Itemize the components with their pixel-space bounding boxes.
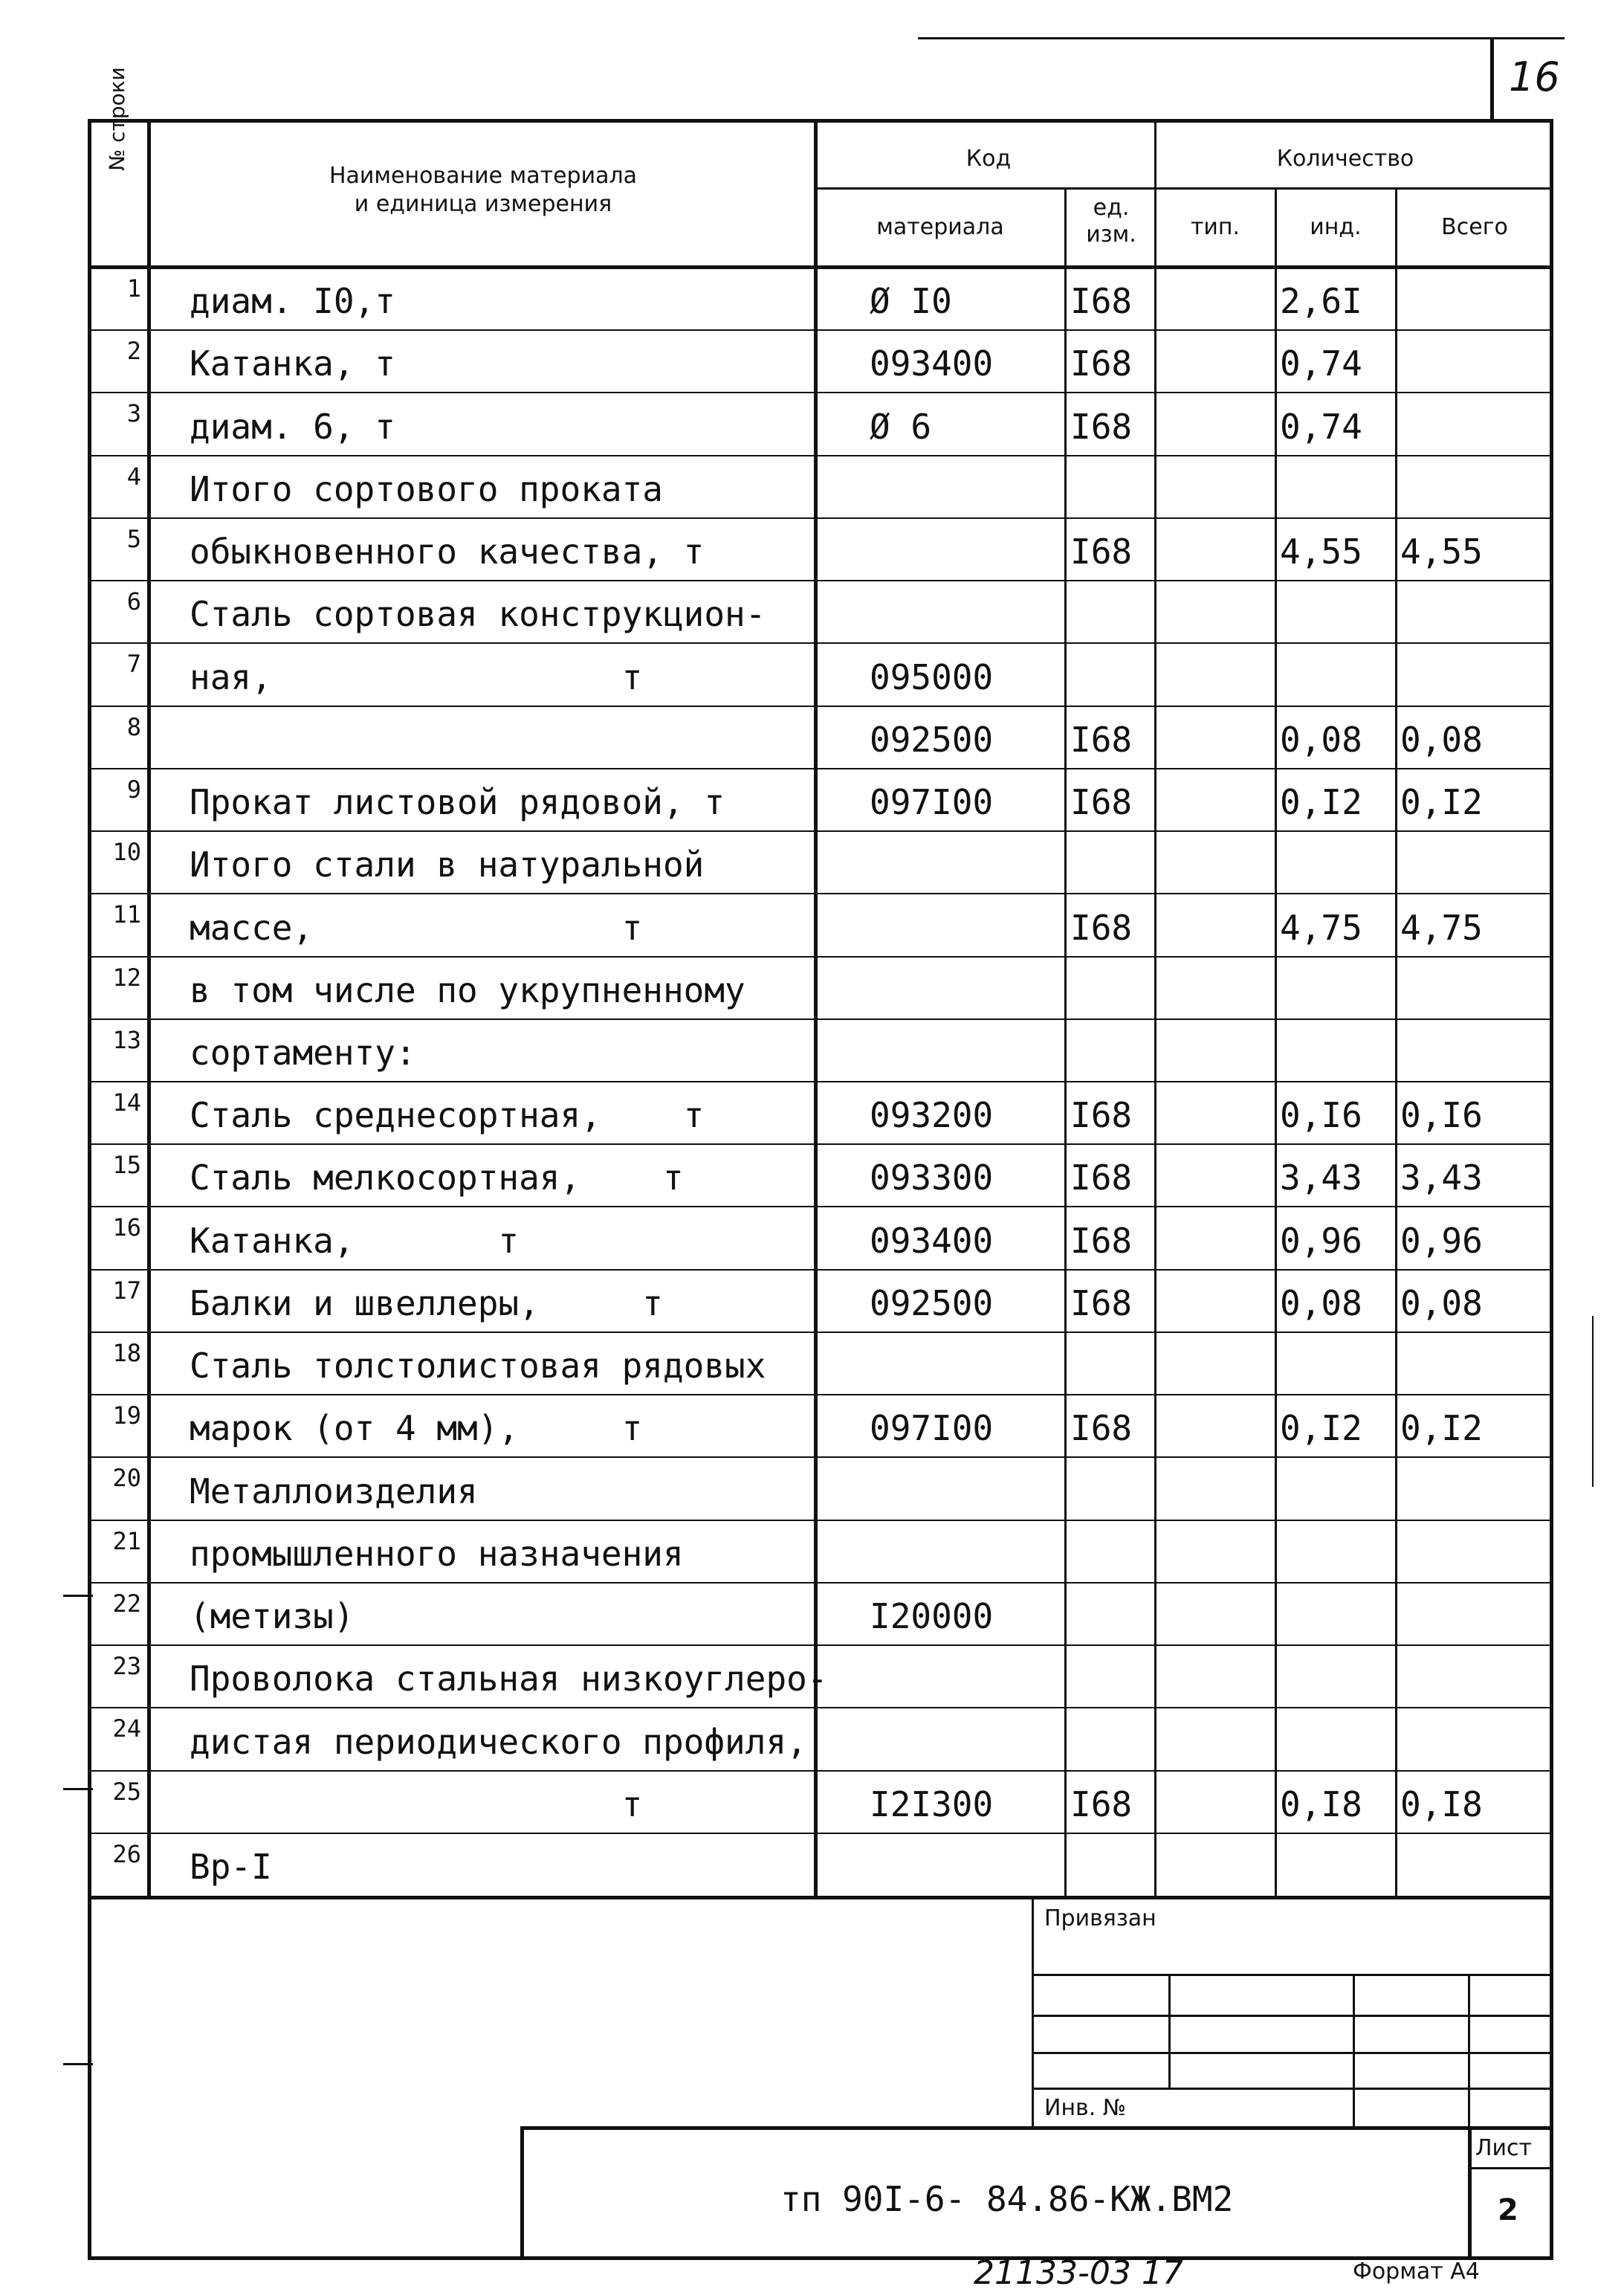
cell-name: промышленного назначения — [190, 1533, 684, 1574]
stamp-line-3 — [1032, 2052, 1552, 2054]
cell-unit: I68 — [1070, 406, 1133, 447]
row-separator — [89, 1770, 1551, 1772]
cell-name: Сталь толстолистовая рядовых — [190, 1346, 766, 1387]
row-number: 20 — [112, 1464, 141, 1493]
cell-name: дистая периодического профиля, — [190, 1721, 807, 1762]
row-number: 10 — [112, 838, 141, 867]
cell-name: в том числе по укрупненному — [190, 969, 745, 1010]
cell-name: диам. 6, т — [190, 406, 395, 447]
cell-code: Ø 6 — [870, 406, 932, 447]
row-separator — [89, 956, 1551, 958]
header-unit: ед. изм. — [1086, 195, 1136, 248]
row-number: 24 — [112, 1714, 141, 1743]
cell-code: 092500 — [870, 719, 994, 760]
cell-unit: I68 — [1070, 1158, 1133, 1198]
cell-total: 0,08 — [1400, 1282, 1483, 1323]
header-material-code: материала — [876, 214, 1004, 240]
row-separator — [89, 1582, 1551, 1584]
col-line-typ — [1275, 187, 1277, 1897]
stamp-attached-label: Привязан — [1044, 1905, 1156, 1931]
cell-name: сортаменту: — [190, 1033, 416, 1073]
margin-tick — [63, 1595, 93, 1597]
row-number: 19 — [112, 1401, 141, 1430]
stamp-vline-c — [1468, 1974, 1470, 2126]
row-separator — [89, 1019, 1551, 1020]
row-separator — [89, 1394, 1551, 1395]
row-separator — [89, 1456, 1551, 1458]
margin-tick — [63, 1788, 93, 1790]
title-block-sheet-border — [1468, 2126, 1472, 2260]
title-block-left — [520, 2126, 524, 2260]
cell-total: 4,75 — [1400, 907, 1483, 948]
header-code: Код — [965, 146, 1012, 172]
header-row-number: № строки — [105, 67, 129, 171]
header-total: Всего — [1441, 214, 1508, 240]
row-number: 18 — [112, 1338, 141, 1367]
row-separator — [89, 893, 1551, 894]
cell-code: 093400 — [870, 1220, 994, 1261]
row-number: 9 — [126, 775, 141, 804]
page-mark-border — [1490, 37, 1494, 119]
cell-name: Сталь мелкосортная, т — [190, 1158, 684, 1198]
cell-ind: 0,I2 — [1280, 782, 1362, 823]
format-label: Формат А4 — [1353, 2259, 1480, 2285]
page-number-mark: 16 — [1509, 54, 1560, 100]
frame-bottom-border — [88, 2256, 1553, 2260]
row-separator — [89, 1081, 1551, 1082]
row-separator — [89, 1143, 1551, 1145]
row-separator — [89, 642, 1551, 644]
header-material-name: Наименование материала и единица измерения — [329, 163, 638, 217]
row-separator — [89, 1707, 1551, 1708]
row-separator — [89, 706, 1551, 707]
cell-total: 0,08 — [1400, 719, 1483, 760]
cell-unit: I68 — [1070, 719, 1133, 760]
row-number: 12 — [112, 963, 141, 992]
cell-name: диам. I0,т — [190, 281, 395, 322]
row-separator — [89, 1331, 1551, 1333]
cell-code: 097I00 — [870, 782, 994, 823]
top-rule — [918, 37, 1565, 39]
cell-code: 093400 — [870, 343, 994, 384]
header-ind: инд. — [1310, 214, 1362, 240]
row-number: 21 — [112, 1526, 141, 1555]
cell-name: Катанка, т — [190, 1220, 520, 1261]
cell-unit: I68 — [1070, 907, 1133, 948]
cell-code: 095000 — [870, 656, 994, 697]
row-separator — [89, 830, 1551, 832]
col-line-material — [1064, 187, 1067, 1897]
frame-left-border — [88, 119, 91, 2260]
table-top-border — [88, 119, 1553, 123]
cell-unit: I68 — [1070, 343, 1133, 384]
cell-code: 097I00 — [870, 1408, 994, 1449]
row-separator — [89, 768, 1551, 769]
cell-name: Металлоизделия — [190, 1471, 478, 1511]
row-separator — [89, 1520, 1551, 1521]
cell-ind: 0,96 — [1280, 1220, 1362, 1261]
cell-unit: I68 — [1070, 1095, 1133, 1136]
sheet-label: Лист — [1475, 2135, 1533, 2161]
row-number: 8 — [126, 712, 141, 741]
cell-ind: 4,55 — [1280, 532, 1362, 572]
col-line-ind — [1395, 187, 1397, 1897]
cell-unit: I68 — [1070, 1783, 1133, 1824]
cell-total: 0,I2 — [1400, 1408, 1483, 1449]
row-separator — [89, 1644, 1551, 1646]
cell-code: 093300 — [870, 1158, 994, 1198]
cell-unit: I68 — [1070, 1220, 1133, 1261]
cell-ind: 0,74 — [1280, 406, 1362, 447]
cell-name: (метизы) — [190, 1596, 355, 1637]
row-separator — [89, 455, 1551, 456]
margin-mark — [1592, 1316, 1594, 1487]
handwritten-note: 21133-03 17 — [974, 2254, 1183, 2292]
sheet-number: 2 — [1498, 2193, 1518, 2227]
cell-ind: 0,74 — [1280, 343, 1362, 384]
row-number: 6 — [126, 587, 141, 616]
cell-name: массе, т — [190, 907, 643, 948]
row-number: 16 — [112, 1213, 141, 1242]
row-number: 3 — [126, 399, 141, 428]
cell-unit: I68 — [1070, 532, 1133, 572]
margin-tick — [63, 2063, 93, 2065]
header-bottom-line — [88, 265, 1553, 269]
row-separator — [89, 1269, 1551, 1271]
header-mid-line — [814, 187, 1551, 190]
cell-name: Сталь сортовая конструкцион- — [190, 594, 766, 635]
cell-unit: I68 — [1070, 1408, 1133, 1449]
row-number: 7 — [126, 650, 141, 679]
cell-ind: 0,08 — [1280, 719, 1362, 760]
row-separator — [89, 1206, 1551, 1207]
stamp-top-line — [88, 1896, 1553, 1899]
row-number: 23 — [112, 1652, 141, 1681]
cell-total: 0,I6 — [1400, 1095, 1483, 1136]
row-number: 4 — [126, 462, 141, 491]
row-separator — [89, 517, 1551, 519]
cell-total: 0,I2 — [1400, 782, 1483, 823]
stamp-vline-b — [1353, 1974, 1355, 2126]
col-line-unit — [1154, 119, 1156, 1897]
cell-name: Проволока стальная низкоуглеро- — [190, 1659, 828, 1699]
cell-ind: 0,I2 — [1280, 1408, 1362, 1449]
row-number: 14 — [112, 1088, 141, 1117]
sheet-label-line — [1468, 2167, 1551, 2169]
cell-code: I2I300 — [870, 1783, 994, 1824]
row-number: 13 — [112, 1025, 141, 1054]
cell-ind: 4,75 — [1280, 907, 1362, 948]
cell-code: Ø I0 — [870, 281, 952, 322]
cell-unit: I68 — [1070, 1282, 1133, 1323]
row-number: 22 — [112, 1589, 141, 1618]
cell-total: 3,43 — [1400, 1158, 1483, 1198]
row-number: 15 — [112, 1151, 141, 1180]
cell-name: Катанка, т — [190, 343, 395, 384]
cell-name: обыкновенного качества, т — [190, 532, 705, 572]
cell-ind: 3,43 — [1280, 1158, 1362, 1198]
frame-right-border — [1550, 119, 1553, 2260]
document-designation: тп 90I-6- 84.86-КЖ.ВМ2 — [780, 2179, 1234, 2219]
cell-name: Итого сортового проката — [190, 468, 663, 509]
cell-name: Итого стали в натуральной — [190, 845, 705, 885]
row-number: 5 — [126, 524, 141, 553]
row-separator — [89, 392, 1551, 393]
header-quantity: Количество — [1276, 146, 1414, 172]
stamp-line-1 — [1032, 1974, 1552, 1976]
row-number: 26 — [112, 1839, 141, 1868]
cell-name: Балки и швеллеры, т — [190, 1282, 663, 1323]
stamp-vline-a — [1168, 1974, 1171, 2088]
stamp-line-2 — [1032, 2015, 1552, 2017]
cell-code: I20000 — [870, 1596, 994, 1637]
row-separator — [89, 329, 1551, 331]
row-separator — [89, 1833, 1551, 1834]
stamp-inv-label: Инв. № — [1044, 2095, 1127, 2121]
cell-code: 093200 — [870, 1095, 994, 1136]
cell-name: Прокат листовой рядовой, т — [190, 782, 725, 823]
col-line-name — [814, 119, 818, 1897]
cell-name: Сталь среднесортная, т — [190, 1095, 705, 1136]
stamp-line-4 — [1032, 2088, 1552, 2090]
cell-name: марок (от 4 мм), т — [190, 1408, 643, 1449]
cell-code: 092500 — [870, 1282, 994, 1323]
cell-name: ная, т — [190, 656, 643, 697]
cell-ind: 2,6I — [1280, 281, 1362, 322]
row-separator — [89, 580, 1551, 581]
row-number: 11 — [112, 900, 141, 929]
header-typ: тип. — [1190, 214, 1240, 240]
cell-name: т — [190, 1783, 643, 1824]
cell-unit: I68 — [1070, 782, 1133, 823]
cell-ind: 0,I8 — [1280, 1783, 1362, 1824]
cell-total: 0,96 — [1400, 1220, 1483, 1261]
cell-name: Вр-I — [190, 1847, 272, 1887]
row-number: 25 — [112, 1777, 141, 1806]
cell-ind: 0,08 — [1280, 1282, 1362, 1323]
cell-ind: 0,I6 — [1280, 1095, 1362, 1136]
stamp-left-line — [1032, 1896, 1034, 2126]
row-number: 17 — [112, 1276, 141, 1305]
cell-total: 0,I8 — [1400, 1783, 1483, 1824]
row-number: 2 — [126, 337, 141, 366]
col-line-rownum — [147, 119, 151, 1897]
cell-unit: I68 — [1070, 281, 1133, 322]
title-block-top — [520, 2126, 1553, 2130]
row-number: 1 — [126, 274, 141, 303]
cell-total: 4,55 — [1400, 532, 1483, 572]
